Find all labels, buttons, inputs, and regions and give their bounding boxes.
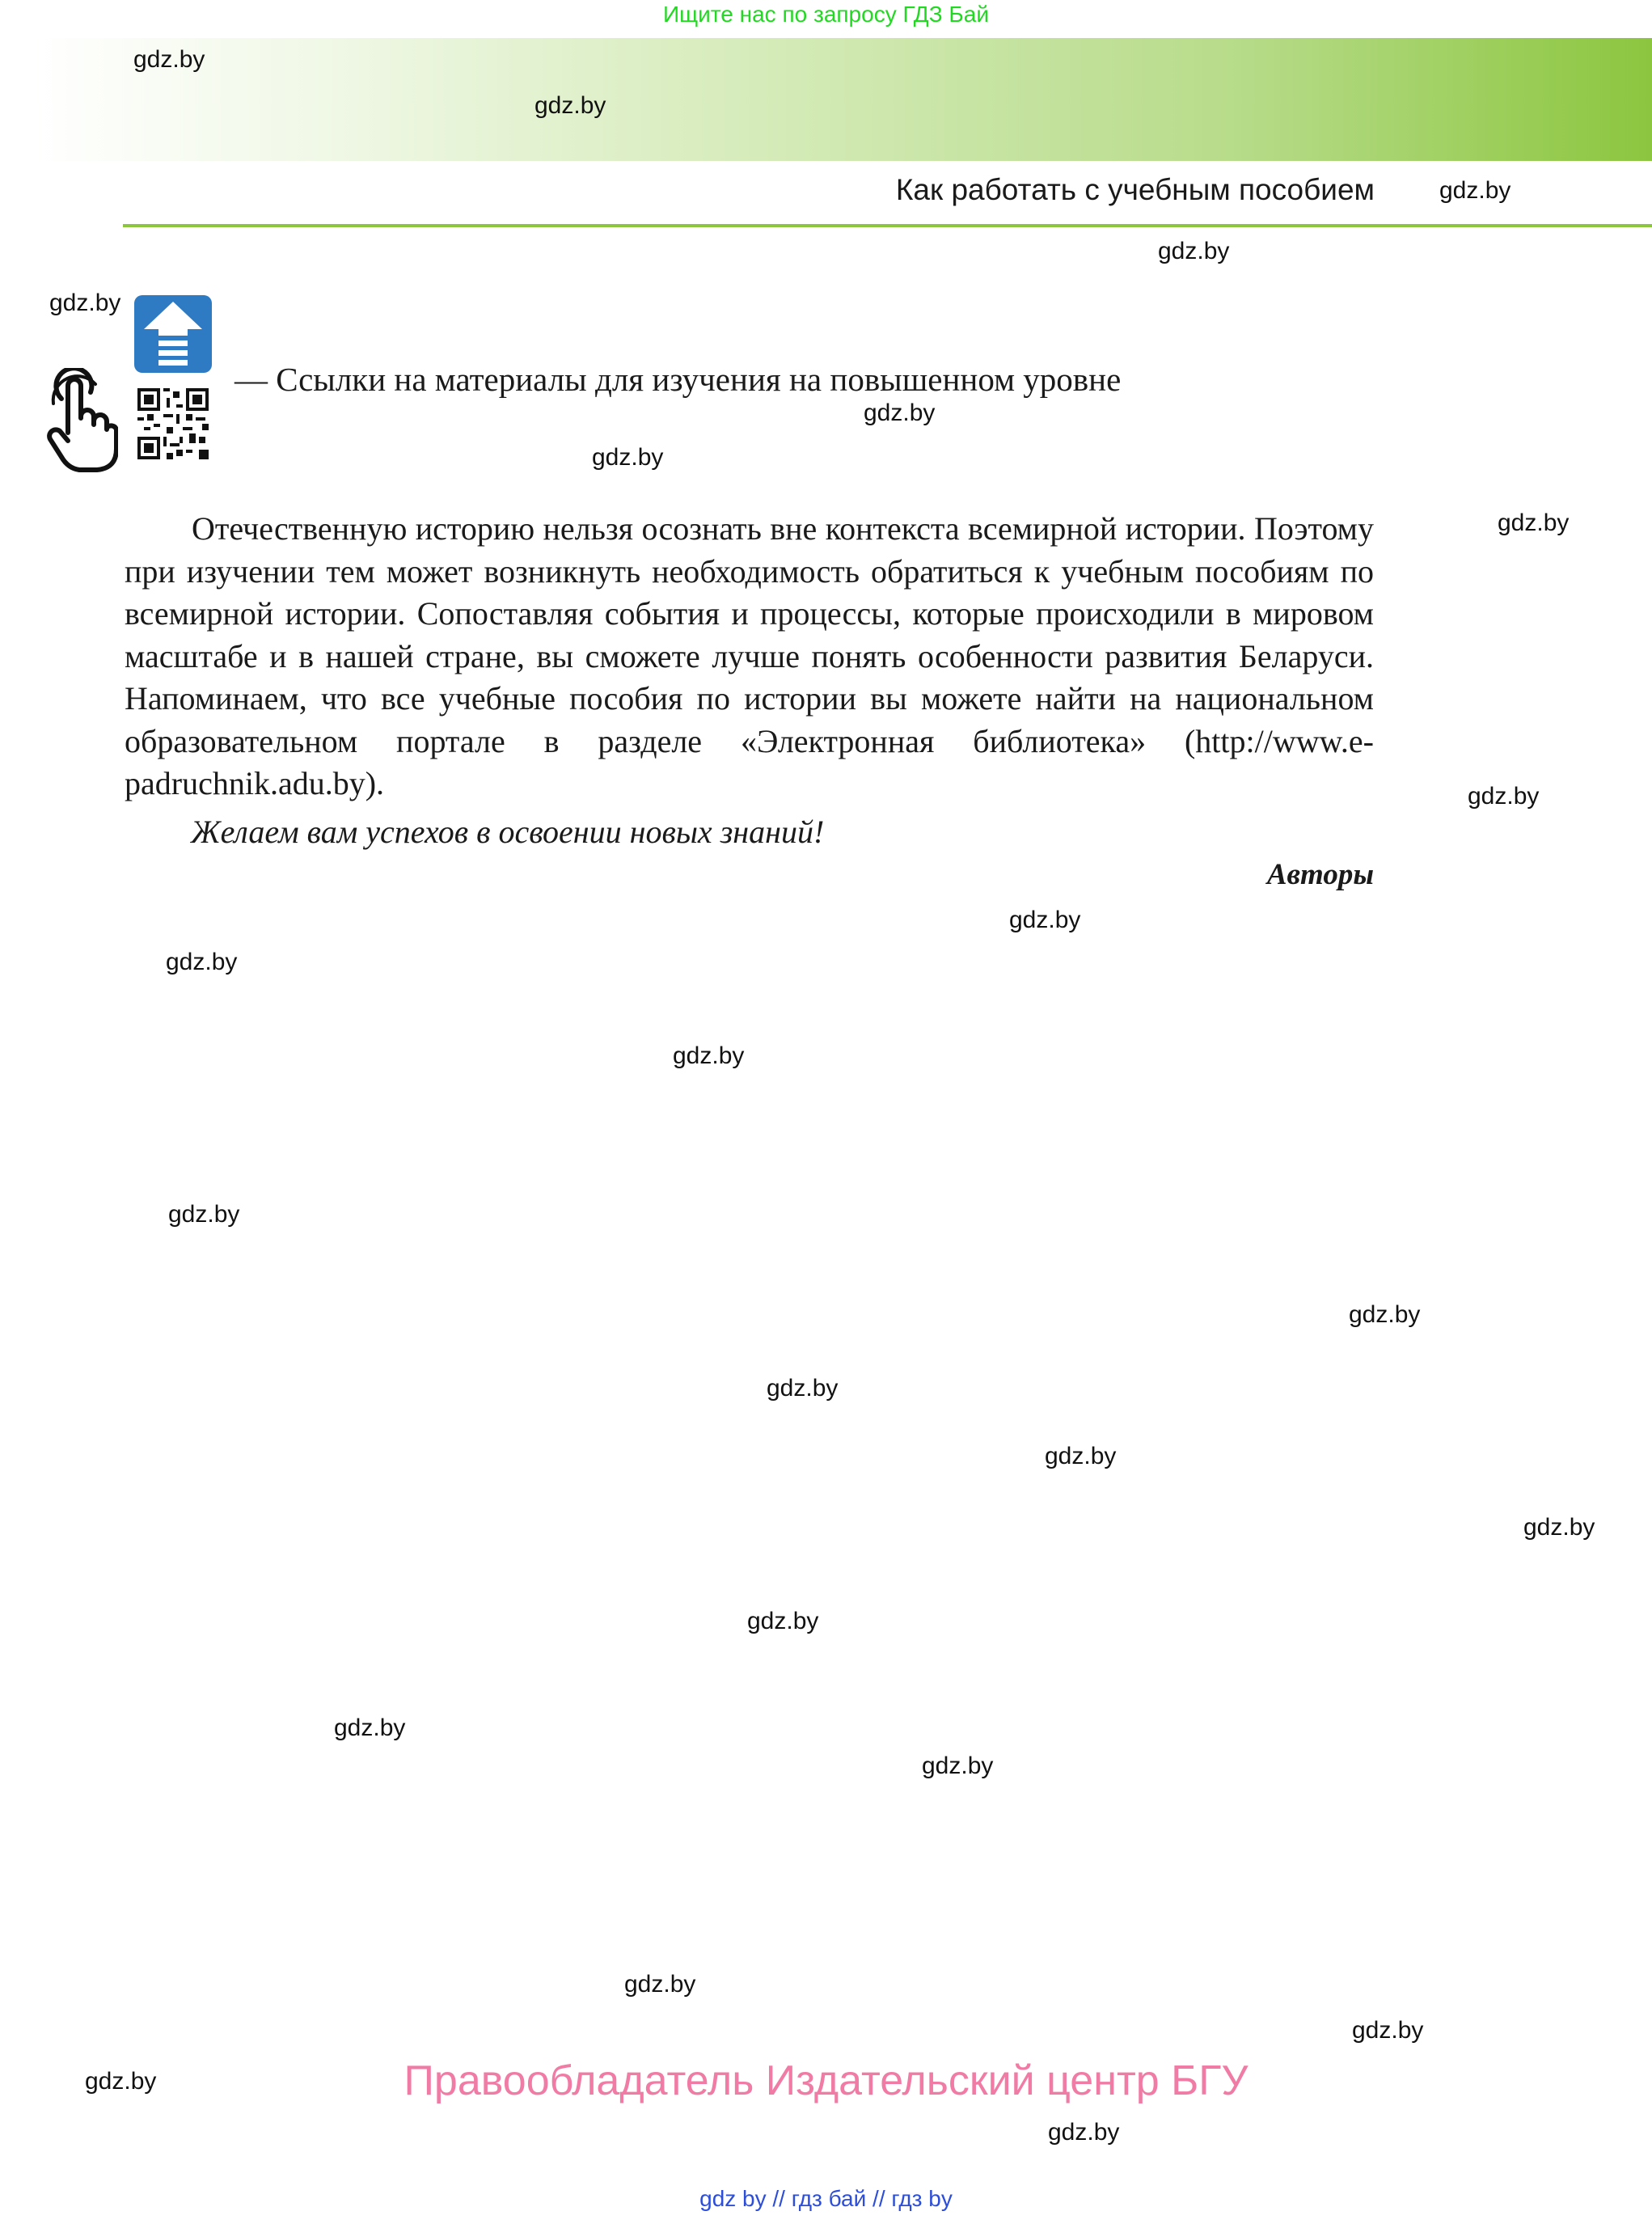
watermark: gdz.by: [767, 1375, 839, 1402]
watermark: gdz.by: [1439, 177, 1511, 204]
watermark: gdz.by: [168, 1201, 240, 1228]
watermark: gdz.by: [1352, 2017, 1424, 2044]
header-divider: [123, 224, 1652, 227]
pointing-hand-icon: [44, 368, 118, 473]
footer-links: gdz by // гдз бай // гдз by: [699, 2186, 953, 2211]
watermark: gdz.by: [85, 2068, 157, 2095]
watermark: gdz.by: [1498, 509, 1570, 536]
watermark: gdz.by: [747, 1608, 819, 1634]
watermark: gdz.by: [1009, 907, 1081, 933]
watermark: gdz.by: [334, 1715, 406, 1741]
watermark: gdz.by: [49, 290, 121, 316]
watermark: gdz.by: [1349, 1301, 1421, 1328]
intro-paragraph: Отечественную историю нельзя осознать вне контекста всемирной истории. Поэтому при изучении тем может возникнуть необходимость обратиться к учебным пособиям по всемирной истории. Сопоставляя события и процессы, которые происходили в мировом масштабе и в нашей стране, вы сможете лучше понять особенности развития Беларуси. Напоминаем, что все учебные пособия по истории вы можете найти на национальном образовательном портале в разделе «Электронная библиотека» (http://www.e-padruchnik.adu.by).: [125, 510, 1374, 801]
header-gradient-band: [34, 38, 1652, 161]
watermark: gdz.by: [624, 1971, 696, 1998]
watermark: gdz.by: [1468, 783, 1540, 810]
watermark: gdz.by: [1045, 1443, 1117, 1469]
watermark: gdz.by: [922, 1753, 994, 1779]
watermark: gdz.by: [534, 92, 606, 119]
watermark: gdz.by: [864, 400, 936, 426]
signature: Авторы: [1266, 858, 1374, 891]
legend-advanced-materials: — Ссылки на материалы для изучения на повышенном уровне: [234, 361, 1122, 398]
watermark: gdz.by: [1523, 1514, 1595, 1541]
wish-line: Желаем вам успехов в освоении новых знаний!: [191, 814, 825, 850]
watermark: gdz.by: [673, 1042, 745, 1069]
rights-holder: Правообладатель Издательский центр БГУ: [403, 2057, 1249, 2104]
watermark: gdz.by: [1158, 238, 1230, 264]
qr-code-icon: [137, 388, 209, 459]
watermark: gdz.by: [1048, 2119, 1120, 2146]
search-notice: Ищите нас по запросу ГДЗ Бай: [662, 2, 990, 27]
page-header-title: Как работать с учебным пособием: [895, 173, 1375, 206]
advanced-level-arrow-icon: [133, 294, 213, 374]
watermark: gdz.by: [592, 444, 664, 471]
watermark: gdz.by: [166, 949, 238, 975]
watermark: gdz.by: [133, 46, 205, 73]
